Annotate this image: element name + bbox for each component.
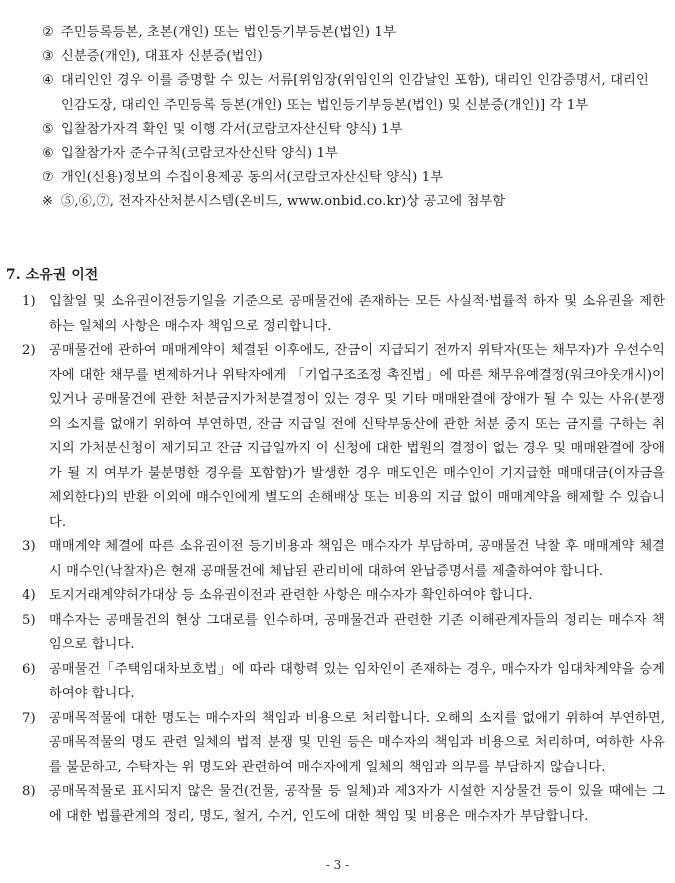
clause-number: 5) [22, 612, 36, 628]
list-item-text: 주민등록등본, 초본(개인) 또는 법인등기부등본(법인) 1부 [61, 25, 396, 40]
list-item-text: 입찰참가자 준수규칙(코람코자산신탁 양식) 1부 [61, 146, 339, 162]
list-item [42, 45, 662, 69]
clause-item [22, 609, 665, 658]
clause-item [22, 780, 665, 829]
list-item [42, 69, 662, 117]
clause-number: 8) [22, 784, 36, 799]
list-item-text: 입찰참가자격 확인 및 이행 각서(코람코자산신탁 양식) 1부 [61, 121, 403, 137]
clause-item [22, 535, 665, 584]
clause-number: 1) [22, 294, 36, 309]
list-item [42, 21, 662, 45]
clause-item [22, 339, 665, 535]
clause-text: 토지거래계약허가대상 등 소유권이전과 관련한 사항은 매수자가 확인하여야 합니다. [49, 588, 533, 603]
clause-number: 7) [22, 710, 36, 726]
clause-number: 2) [22, 343, 36, 358]
clause-number: 4) [22, 588, 36, 603]
clause-text: 공매물건에 관하여 매매계약이 체결된 이후에도, 잔금이 지급되기 전까지 위탁자(또는 채무자)가 우선수익자에 대한 채무를 변제하거나 위탁자에게 「기업구조조정 촉진법」에 따른 채무유예결정(워크아웃개시)이 있거나 공매물건에 관한 처분금지가처분결정이 있는 경우 및 기타 매매완결에 장애가 될 수 있는 사유(분쟁의 소지를 없애기 위하여 부연하면, 잔금 지급일 전에 신탁부동산에 관한 처분 중지 또는 금지를 구하는 취지의 가처분신청이 제기되고 잔금 지급일까지 이 신청에 대한 법원의 결정이 없는 경우 및 매매완결에 장애가 될 지 여부가 불분명한 경우를 포함함)가 발생한 경우 매도인은 매수인이 기지급한 매매대금(이자금을 제외한다)의 반환 이외에 매수인에게 별도의 손해배상 또는 비용의 지급 없이 매매계약을 해제할 수 있습니다. [49, 343, 665, 530]
clause-item [22, 658, 665, 707]
list-marker: ③ [42, 49, 54, 65]
clause-text: 공매물건「주택임대차보호법」에 따라 대항력 있는 임차인이 존재하는 경우, 매수자가 임대차계약을 승계하여야 합니다. [49, 661, 665, 701]
page-number: - 3 - [325, 858, 350, 872]
clause-number: 6) [22, 661, 36, 677]
clause-text: 공매목적물로 표시되지 않은 물건(건물, 공작물 등 일체)과 제3자가 시설한 지상물건 등이 있을 때에는 그에 대한 법률관계의 정리, 명도, 철거, 수거, 인도에 대한 책임 및 비용은 매수자가 부담합니다. [49, 784, 665, 824]
section-title: 7. 소유권 이전 [6, 267, 99, 283]
note-marker: ※ [42, 194, 54, 210]
clause-item [22, 290, 665, 339]
list-item [42, 142, 662, 166]
clause-number: 3) [22, 539, 36, 554]
list-item [42, 166, 662, 190]
clause-text: 매수자는 공매물건의 현상 그대로를 인수하며, 공매물건과 관련한 기존 이해관계자들의 정리는 매수자 책임으로 합니다. [49, 612, 665, 652]
list-item-text: 신분증(개인), 대표자 신분증(법인) [61, 49, 263, 65]
note-text: ⑤,⑥,⑦, 전자자산처분시스템(온비드, www.onbid.co.kr)상 공고에 첨부함 [61, 194, 506, 210]
list-item-text: 개인(신용)정보의 수집이용제공 동의서(코람코자산신탁 양식) 1부 [61, 170, 444, 186]
ownership-transfer-clauses [22, 290, 665, 829]
list-marker: ⑦ [42, 170, 54, 186]
list-marker: ④ [42, 73, 54, 89]
list-marker: ⑥ [42, 146, 54, 162]
required-documents-list [42, 21, 662, 215]
list-marker: ② [42, 25, 54, 40]
clause-text: 공매목적물에 대한 명도는 매수자의 책임과 비용으로 처리합니다. 오해의 소지를 없애기 위하여 부연하면, 공매목적물의 명도 관련 일체의 법적 분쟁 및 민원 등은 매수자의 책임과 비용으로 처리하며, 여하한 사유를 불문하고, 수탁자는 위 명도와 관련하여 매수자에게 일체의 책임과 의무를 부담하지 않습니다. [49, 710, 665, 775]
note-item [42, 190, 662, 214]
clause-item [22, 707, 665, 781]
clause-item [22, 584, 665, 609]
list-item [42, 118, 662, 142]
clause-text: 매매계약 체결에 따른 소유권이전 등기비용과 책임은 매수자가 부담하며, 공매물건 낙찰 후 매매계약 체결 시 매수인(낙찰자)은 현재 공매물건에 체납된 관리비에 대하여 완납증명서를 제출하여야 합니다. [49, 539, 665, 579]
clause-text: 입찰일 및 소유권이전등기일을 기준으로 공매물건에 존재하는 모든 사실적·법률적 하자 및 소유권을 제한하는 일체의 사항은 매수자 책임으로 정리합니다. [49, 294, 665, 334]
list-item-text: 대리인인 경우 이를 증명할 수 있는 서류[위임장(위임인의 인감날인 포함), 대리인 인감증명서, 대리인 인감도장, 대리인 주민등록 등본(개인) 또는 법인등기부등본(법인) 및 신분증(개인)] 각 1부 [61, 73, 649, 113]
list-marker: ⑤ [42, 121, 54, 137]
